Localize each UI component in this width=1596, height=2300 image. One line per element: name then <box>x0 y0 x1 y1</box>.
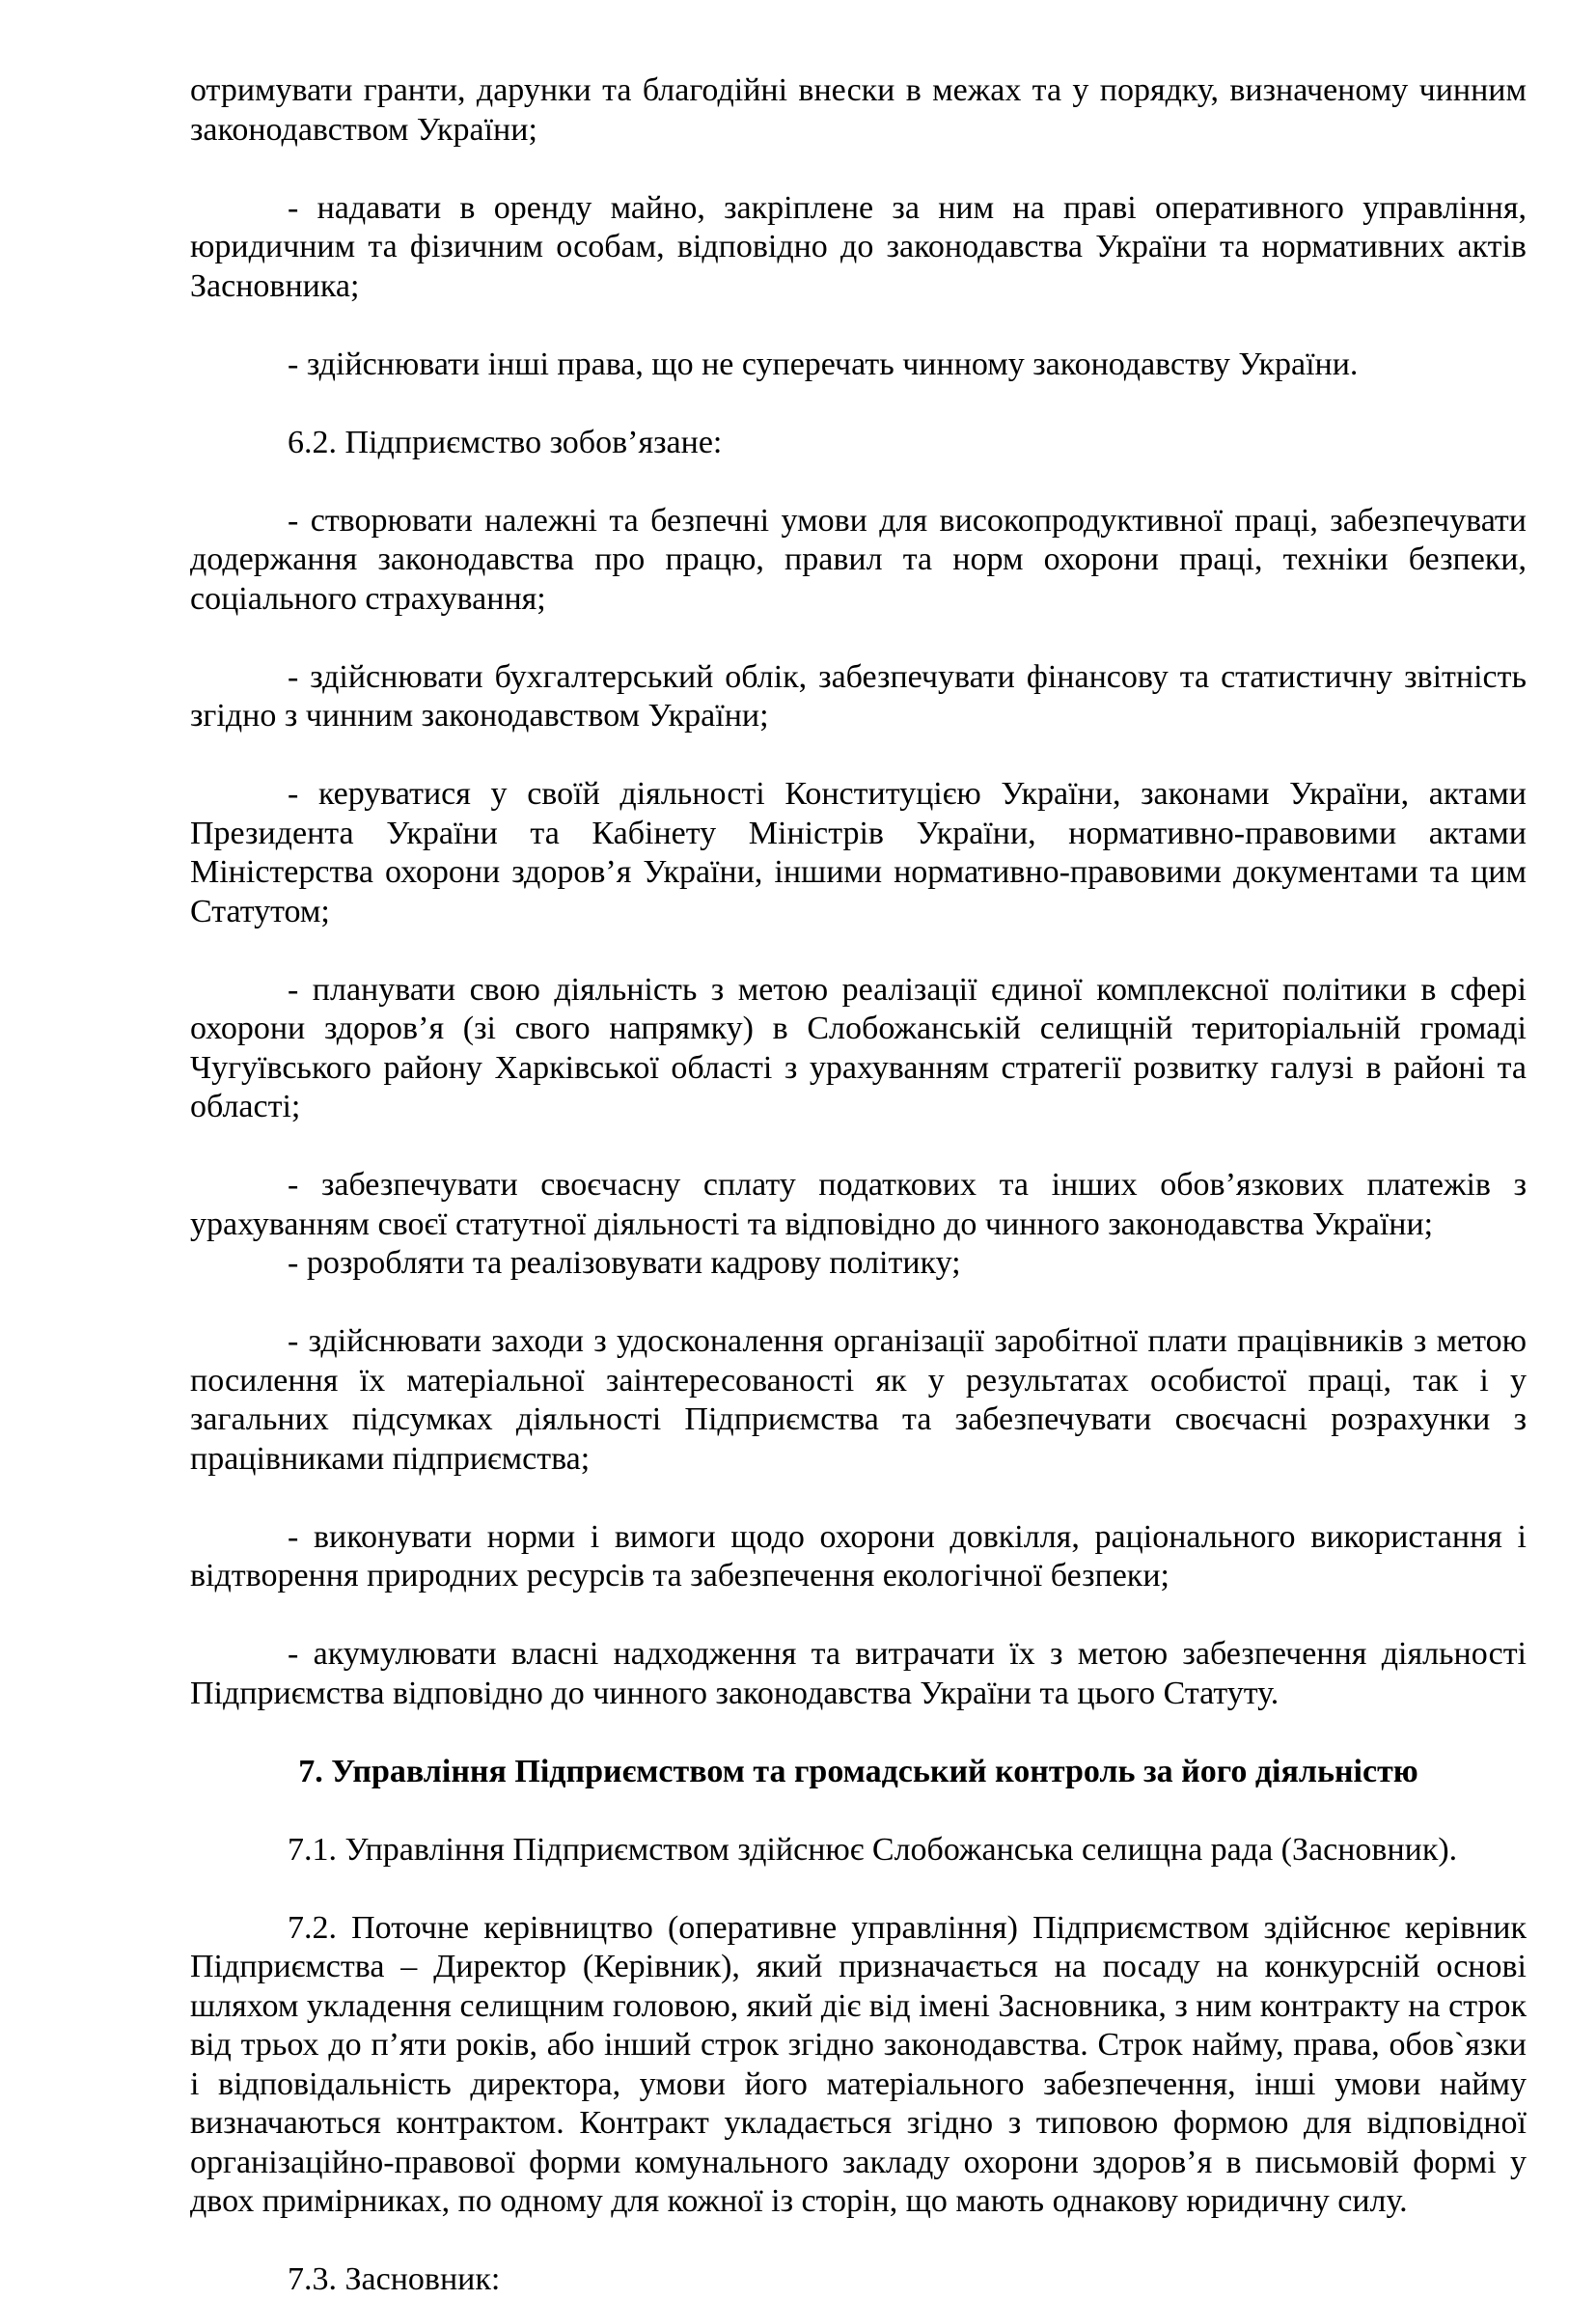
paragraph-revenues: - акумулювати власні надходження та витрачати їх з метою забезпечення діяльності Підприємства відповідно до чинного законодавства України та цього Статуту. <box>190 1636 1527 1711</box>
paragraph-lease-property: - надавати в оренду майно, закріплене за ним на праві оперативного управління, юридичним та фізичним особам, відповідно до законодавства України та нормативних актів Засновника; <box>190 189 1527 304</box>
paragraph-personnel-policy: - розробляти та реалізовувати кадрову політику; <box>288 1245 961 1281</box>
paragraph-taxes: - забезпечувати своєчасну сплату податкових та інших обов’язкових платежів з урахуванням своєї статутної діяльності та відповідно до чинного законодавства України; <box>190 1167 1527 1242</box>
paragraph-wages: - здійснювати заходи з удосконалення організації заробітної плати працівників з метою посилення їх матеріальної заінтересованості як у результатах особистої праці, так і у загальних підсумках діяльності Підприємства та забезпечувати своєчасні розрахунки з працівниками підприємства; <box>190 1323 1527 1477</box>
paragraph-other-rights: - здійснювати інші права, що не суперечать чинному законодавству України. <box>288 346 1359 382</box>
paragraph-6-2-obligations: 6.2. Підприємство зобов’язане: <box>288 424 723 460</box>
paragraph-environment: - виконувати норми і вимоги щодо охорони довкілля, раціонального використання і відтворення природних ресурсів та забезпечення екологічної безпеки; <box>190 1518 1527 1593</box>
paragraph-7-2: 7.2. Поточне керівництво (оперативне управління) Підприємством здійснює керівник Підприємства – Директор (Керівник), який призначається на посаду на конкурсній основі шляхом укладення селищним головою, який діє від імені Засновника, з ним контракту на строк від трьох до п’яти років, або інший строк згідно законодавства. Строк найму, права, обов`язки і відповідальність директора, умови його матеріального забезпечення, інші умови найму визначаються контрактом. Контракт укладається згідно з типовою формою для відповідної організаційно-правової форми комунального закладу охорони здоров’я в письмовій формі у двох примірниках, по одному для кожної із сторін, що мають однакову юридичну силу. <box>190 1909 1527 2219</box>
paragraph-accounting: - здійснювати бухгалтерський облік, забезпечувати фінансову та статистичну звітність згідно з чинним законодавством України; <box>190 658 1527 734</box>
paragraph-planning: - планувати свою діяльність з метою реалізації єдиної комплексної політики в сфері охорони здоров’я (зі свого напрямку) в Слобожанській селищній територіальній громаді Чугуївського району Харківської області з урахуванням стратегії розвитку галузі в районі та області; <box>190 971 1527 1124</box>
paragraph-7-3: 7.3. Засновник: <box>288 2261 501 2297</box>
paragraph-7-1: 7.1. Управління Підприємством здійснює Слобожанська селищна рада (Засновник). <box>288 1831 1458 1868</box>
section-7-heading: 7. Управління Підприємством та громадський контроль за його діяльністю <box>298 1753 1418 1789</box>
paragraph-safe-conditions: - створювати належні та безпечні умови для високопродуктивної праці, забезпечувати додержання законодавства про працю, правил та норм охорони праці, техніки безпеки, соціального страхування; <box>190 502 1527 617</box>
document-page <box>190 71 1527 2300</box>
paragraph-constitution: - керуватися у своїй діяльності Конституцією України, законами України, актами Президента України та Кабінету Міністрів України, нормативно-правовими актами Міністерства охорони здоров’я України, іншими нормативно-правовими документами та цим Статутом; <box>190 776 1527 929</box>
paragraph-grants: отримувати гранти, дарунки та благодійні внески в межах та у порядку, визначеному чинним законодавством України; <box>190 72 1527 148</box>
